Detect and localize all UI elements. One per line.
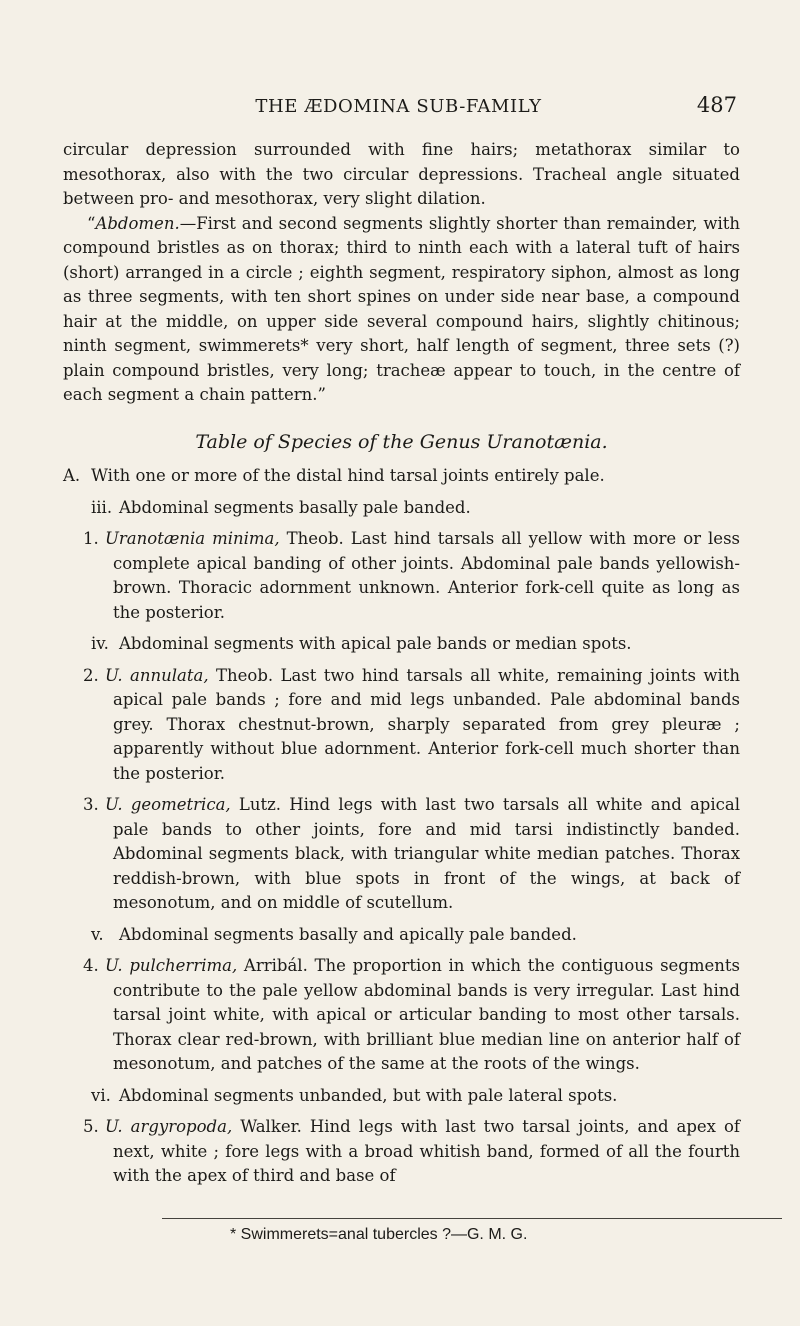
key-section-text: With one or more of the distal hind tarsal joints entirely pale.: [91, 466, 605, 485]
species-entry-2: [63, 664, 740, 787]
species-description: Lutz. Hind legs with last two tarsals all white and apical pale bands to other joints, fore and mid tarsi indistinctly banded. Abdominal segments black, with triangular white median patches. Thorax reddish-brown, with blue spots in front of the wings, at back of mesonotum, and on middle of scutellum.: [113, 795, 741, 912]
species-name: Uranotænia minima,: [105, 529, 280, 548]
species-entry-5: [63, 1115, 740, 1189]
key-group-iii: [63, 496, 740, 521]
key-section-a: [63, 464, 740, 489]
key-group-marker: v.: [91, 924, 104, 944]
species-description: Theob. Last two hind tarsals all white, remaining joints with apical pale bands ; fore and mid legs unbanded. Pale abdominal bands grey. Thorax chestnut-brown, sharply separated from grey pleuræ ; apparently without blue adornment. Anterior fork-cell much shorter than the posterior.: [113, 665, 740, 783]
key-group-text: Abdominal segments unbanded, but with pale lateral spots.: [119, 1085, 618, 1105]
key-group-v: [63, 923, 740, 948]
species-number: 2.: [83, 665, 99, 685]
key-group-marker: iv.: [91, 634, 109, 653]
species-name: U. pulcherrima,: [105, 956, 238, 975]
page-number: 487: [696, 93, 737, 117]
species-entry-1: [63, 527, 740, 625]
running-title: THE ÆDOMINA SUB-FAMILY: [255, 96, 542, 117]
species-name: U. annulata,: [105, 665, 209, 685]
body-text: [63, 138, 740, 1189]
species-name: U. geometrica,: [105, 795, 231, 814]
key-group-vi: [63, 1084, 740, 1109]
key-group-text: Abdominal segments basally pale banded.: [119, 497, 471, 517]
species-entry-4: [63, 954, 740, 1077]
key-section-marker: A.: [63, 466, 81, 485]
key-group-iv: [63, 632, 740, 657]
key-group-marker: vi.: [91, 1085, 111, 1105]
key-group-text: Abdominal segments basally and apically pale banded.: [119, 924, 577, 944]
species-description: Arribál. The proportion in which the contiguous segments contribute to the pale yellow abdominal bands is very irregular. Last hind tarsal joint white, with apical or articular banding to most other tarsals. Thorax clear red-brown, with brilliant blue median line on anterior half of mesonotum, and patches of the same at the roots of the wings.: [113, 956, 740, 1073]
key-group-text: Abdominal segments with apical pale bands or median spots.: [119, 634, 632, 653]
species-number: 5.: [83, 1117, 99, 1136]
running-head: [60, 93, 737, 122]
species-number: 3.: [83, 795, 99, 814]
footnote-rule: [162, 1218, 782, 1219]
key-group-marker: iii.: [91, 497, 113, 517]
species-number: 1.: [83, 529, 99, 548]
table-title: Table of Species of the Genus Uranotænia.: [195, 430, 608, 453]
species-description: Theob. Last hind tarsals all yellow with more or less complete apical banding of other joints. Abdominal pale bands yellowish-brown. Thoracic adornment unknown. Anterior fork-cell quite as long as the posterior.: [113, 529, 741, 622]
abdomen-heading: Abdomen.: [95, 213, 180, 233]
species-name: U. argyropoda,: [105, 1117, 233, 1136]
species-description: Walker. Hind legs with last two tarsal joints, and apex of next, white ; fore legs with a broad whitish band, formed of all the fourth with the apex of third and base of: [113, 1117, 740, 1185]
footnote: * Swimmerets=anal tubercles ?—G. M. G.: [230, 1226, 528, 1243]
abdomen-description: —First and second segments slightly shorter than remainder, with compound bristles as on thorax; third to ninth each with a lateral tuft of hairs (short) arranged in a circle ; eighth segment, respiratory siphon, almost as long as three segments, with ten short spines on under side near base, a compound hair at the middle, on upper side several compound hairs, slightly chitinous; ninth segment, swimmerets* very short, half length of segment, three sets (?) plain compound bristles, very long; tracheæ appear to touch, in the centre of each segment a chain pattern.”: [63, 213, 740, 404]
intro-paragraph-2: “Abdomen.—First and second segments slightly shorter than remainder, with compound bristles as on thorax; third to ninth each with a lateral tuft of hairs (short) arranged in a circle ; eighth segment, respiratory siphon, almost as long as three segments, with ten short spines on under side near base, a compound hair at the middle, on upper side several compound hairs, slightly chitinous; ninth segment, swimmerets* very short, half length of segment, three sets (?) plain compound bristles, very long; tracheæ appear to touch, in the centre of each segment a chain pattern.”: [63, 213, 740, 404]
intro-paragraph-1: circular depression surrounded with fine hairs; metathorax similar to mesothorax, also with the two circular depressions. Tracheal angle situated between pro- and mesothorax, very slight dilation.: [63, 140, 740, 208]
species-entry-3: [63, 793, 740, 916]
species-number: 4.: [83, 956, 99, 975]
